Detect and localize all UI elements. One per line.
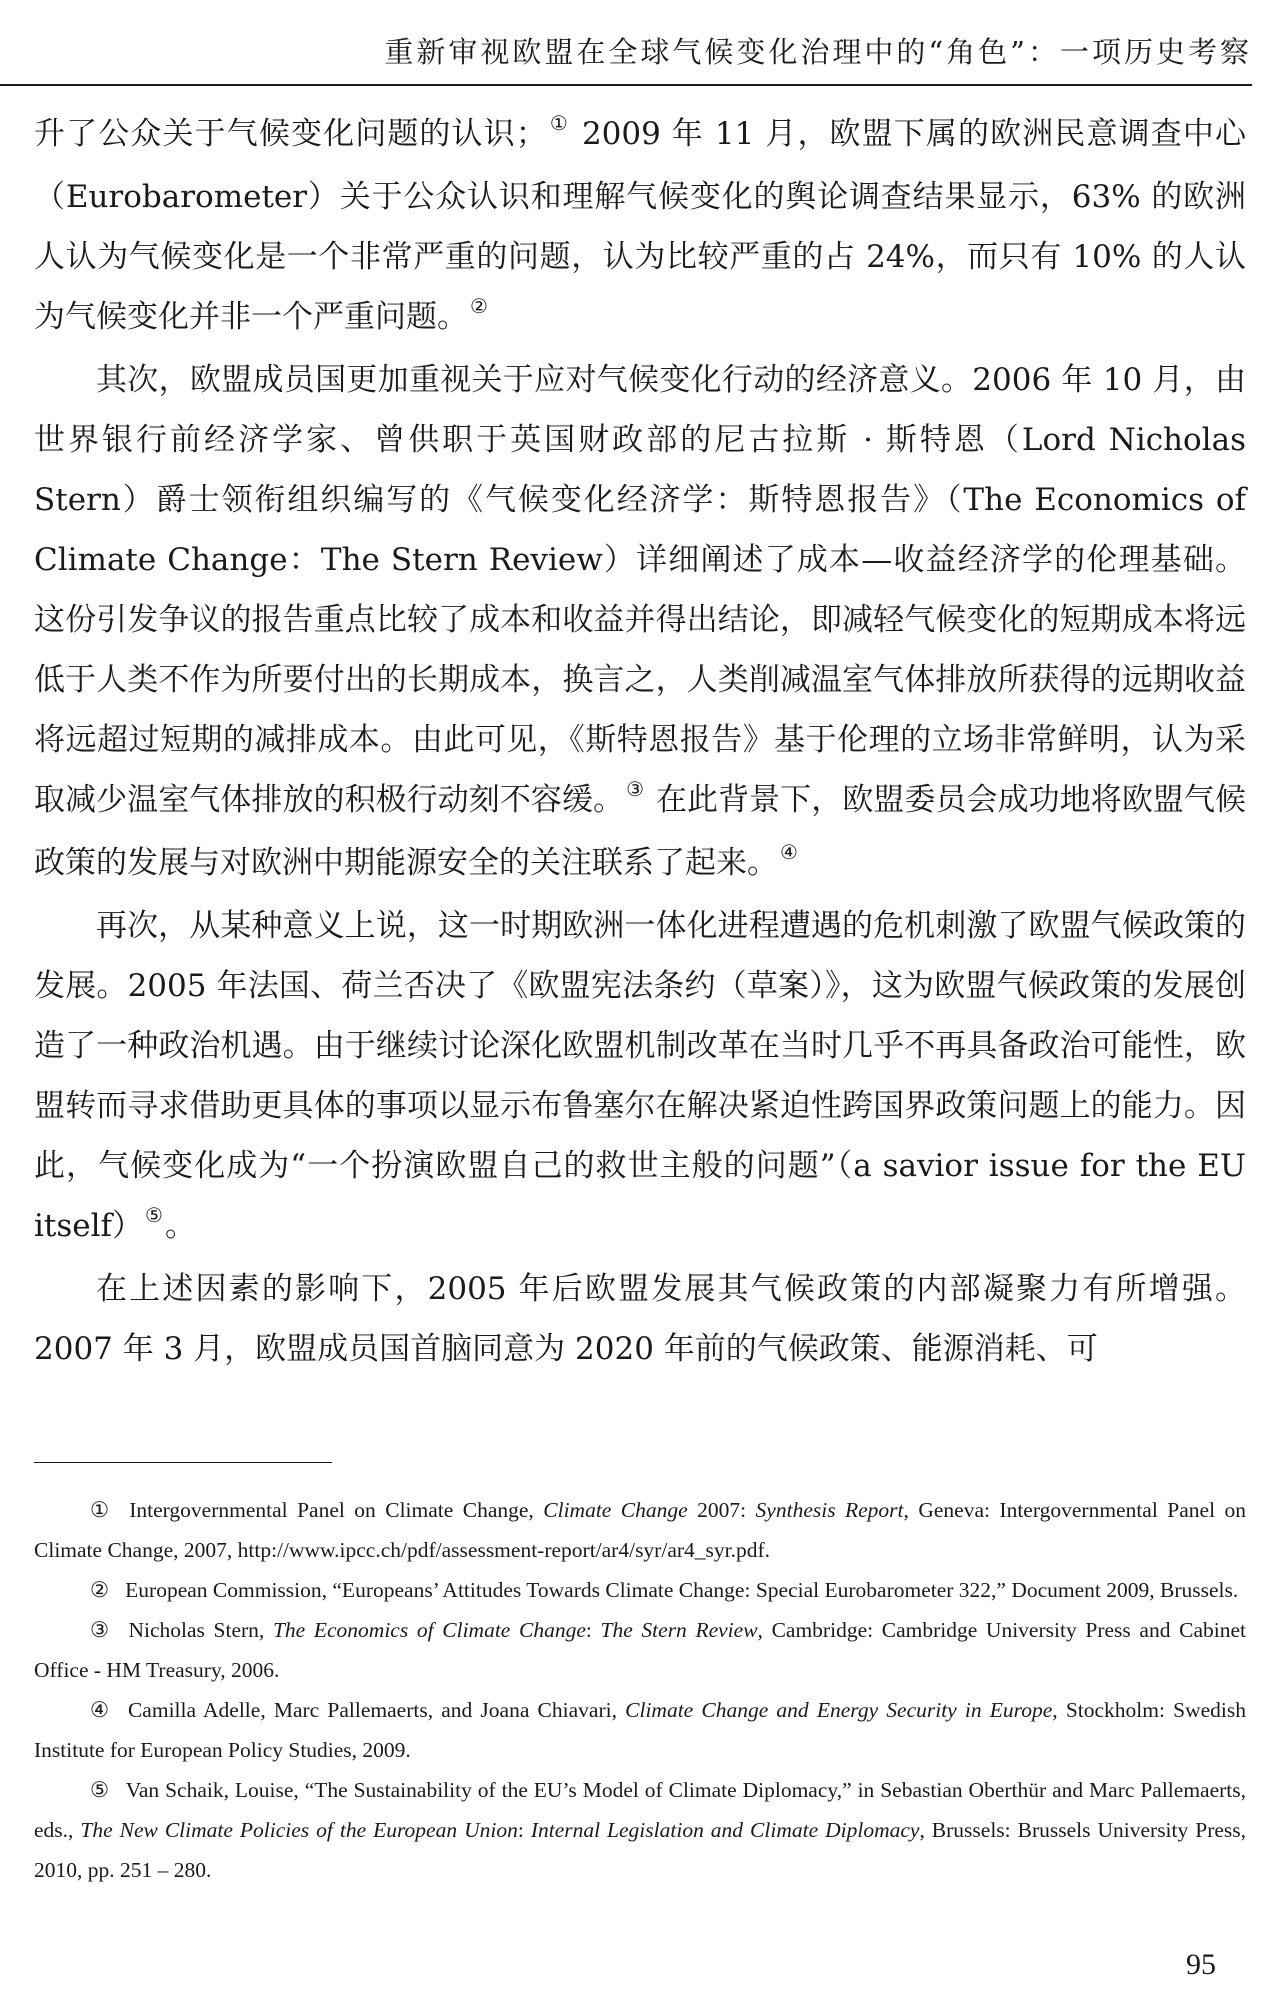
- footnote-title: The Economics of Climate Change: [272, 1618, 586, 1642]
- footnote-ref-2[interactable]: ②: [470, 294, 488, 318]
- paragraph-4-text: 在上述因素的影响下，2005 年后欧盟发展其气候政策的内部凝聚力有所增强。2007 年 3 月，欧盟成员国首脑同意为 2020 年前的气候政策、能源消耗、可: [34, 1271, 1246, 1367]
- header-rule: [0, 84, 1252, 86]
- main-text: [34, 104, 1246, 1379]
- running-header: 重新审视欧盟在全球气候变化治理中的“角色”：一项历史考察: [384, 35, 1252, 69]
- footnote-mark: ①: [89, 1498, 114, 1522]
- footnote-text: , Brussels: Brussels University Press, 2010, pp. 251 – 280.: [34, 1818, 1247, 1882]
- footnote-2: [34, 1570, 1246, 1610]
- paragraph-3-text-b: 。: [164, 1208, 196, 1244]
- footnote-ref-1[interactable]: ①: [548, 111, 569, 135]
- footnote-title: Synthesis Report: [755, 1498, 904, 1522]
- paragraph-3: [34, 896, 1246, 1259]
- footnote-text: Camilla Adelle, Marc Pallemaerts, and Joana Chiavari,: [127, 1698, 626, 1722]
- footnote-ref-3[interactable]: ③: [626, 777, 645, 801]
- paragraph-1-text-a: 升了公众关于气候变化问题的认识；: [34, 116, 547, 152]
- page-number: 95: [1186, 1948, 1216, 1981]
- footnote-title: Internal Legislation and Climate Diplomacy: [530, 1818, 920, 1842]
- paragraph-2-text-a: 其次，欧盟成员国更加重视关于应对气候变化行动的经济意义。2006 年 10 月，由世界银行前经济学家、曾供职于英国财政部的尼古拉斯 · 斯特恩（Lord Nicholas Stern）爵士领衔组织编写的《气候变化经济学：斯特恩报告》（The Economics of Climate Change：The Stern Review）详细阐述了成本—收益经济学的伦理基础。这份引发争议的报告重点比较了成本和收益并得出结论，即减轻气候变化的短期成本将远低于人类不作为所要付出的长期成本，换言之，人类削减温室气体排放所获得的远期收益将远超过短期的减排成本。由此可见，《斯特恩报告》基于伦理的立场非常鲜明，认为采取减少温室气体排放的积极行动刻不容缓。: [34, 362, 1246, 818]
- footnote-3: [34, 1610, 1246, 1690]
- paragraph-4: [34, 1259, 1246, 1379]
- footnote-text: Van Schaik, Louise, “The Sustainability of the EU’s Model of Climate Diplomacy,” in Sebastian Oberthür and Marc Pallemaerts, eds.,: [34, 1778, 1246, 1842]
- footnote-text: , Cambridge: Cambridge University Press and Cabinet Office - HM Treasury, 2006.: [34, 1618, 1246, 1682]
- paragraph-2: [34, 350, 1246, 896]
- paragraph-2-text-b: 在此背景下，欧盟委员会成功地将欧盟气候政策的发展与对欧洲中期能源安全的关注联系了起来。: [34, 782, 1247, 881]
- footnote-title: The Stern Review: [600, 1618, 758, 1642]
- footnote-text: , Geneva: Intergovernmental Panel on Climate Change, 2007, http://www.ipcc.ch/pdf/assessment-report/ar4/syr/ar4_syr.pdf.: [34, 1498, 1246, 1562]
- footnote-4: [34, 1690, 1246, 1770]
- footnote-title: Climate Change: [543, 1498, 688, 1522]
- footnote-title: The New Climate Policies of the European Union: [80, 1818, 518, 1842]
- footnote-separator: [34, 1462, 332, 1463]
- footnote-mark: ④: [89, 1698, 112, 1722]
- paragraph-1-text-b: 2009 年 11 月，欧盟下属的欧洲民意调查中心（Eurobarometer）关于公众认识和理解气候变化的舆论调查结果显示，63% 的欧洲人认为气候变化是一个非常严重的问题，认为比较严重的占 24%，而只有 10% 的人认为气候变化并非一个严重问题。: [34, 116, 1246, 335]
- footnote-text: :: [517, 1818, 531, 1842]
- footnote-text: 2007:: [687, 1498, 756, 1522]
- footnote-mark: ②: [89, 1578, 110, 1602]
- footnote-text: Nicholas Stern,: [128, 1618, 273, 1642]
- footnote-text: Intergovernmental Panel on Climate Change,: [129, 1498, 544, 1522]
- footnote-ref-5[interactable]: ⑤: [145, 1203, 163, 1227]
- footnote-title: Climate Change and Energy Security in Europe: [625, 1698, 1053, 1722]
- footnote-mark: ⑤: [89, 1778, 110, 1802]
- paragraph-1: [34, 104, 1246, 350]
- footnote-mark: ③: [89, 1618, 113, 1642]
- footnotes: [34, 1490, 1246, 1890]
- footnote-text: European Commission, “Europeans’ Attitudes Towards Climate Change: Special Eurobarometer 322,” Document 2009, Brussels.: [125, 1578, 1239, 1602]
- paragraph-3-text-a: 再次，从某种意义上说，这一时期欧洲一体化进程遭遇的危机刺激了欧盟气候政策的发展。2005 年法国、荷兰否决了《欧盟宪法条约（草案）》，这为欧盟气候政策的发展创造了一种政治机遇。由于继续讨论深化欧盟机制改革在当时几乎不再具备政治可能性，欧盟转而寻求借助更具体的事项以显示布鲁塞尔在解决紧迫性跨国界政策问题上的能力。因此，气候变化成为“一个扮演欧盟自己的救世主般的问题”（a savior issue for the EU itself）: [34, 908, 1246, 1244]
- footnote-ref-4[interactable]: ④: [780, 840, 798, 864]
- footnote-1: [34, 1490, 1246, 1570]
- footnote-text: :: [585, 1618, 601, 1642]
- footnote-5: [34, 1770, 1246, 1890]
- footnote-text: , Stockholm: Swedish Institute for European Policy Studies, 2009.: [34, 1698, 1246, 1762]
